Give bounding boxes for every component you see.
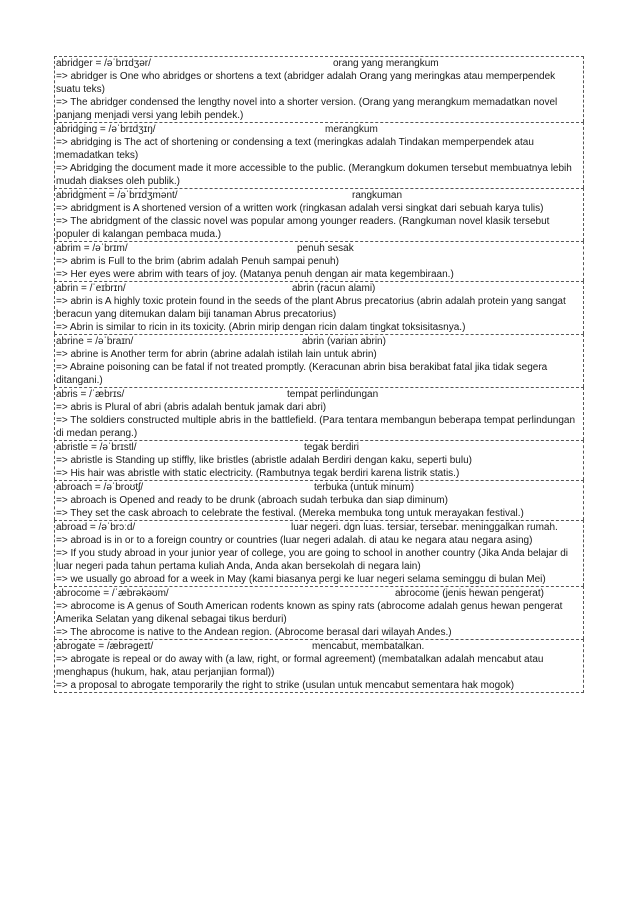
- definition-line: => abroach is Opened and ready to be drunk (abroach sudah terbuka dan siap diminum): [56, 495, 448, 506]
- example-line: => Abridging the document made it more accessible to the public. (Merangkum dokumen tersebut membuatnya lebih mudah diakses oleh publik.): [56, 163, 572, 187]
- dictionary-entry: [54, 334, 584, 387]
- meaning: terbuka (untuk minum): [314, 482, 415, 493]
- headword: abrim = /əˈbrɪm/: [56, 243, 128, 254]
- entry-header: [55, 242, 583, 255]
- definition-line: => abrogate is repeal or do away with (a law, right, or formal agreement) (membatalkan adalah mencabut atau menghapus (hukum, hak, atau perjanjian formal)): [56, 654, 544, 678]
- definition-line: => abridgment is A shortened version of a written work (ringkasan adalah versi singkat dari sebuah karya tulis): [56, 203, 544, 214]
- meaning: orang yang merangkum: [333, 58, 439, 69]
- definition-line: => abroad is in or to a foreign country or countries (luar negeri adalah. di atau ke negara atau negara asing): [56, 535, 533, 546]
- meaning: luar negeri. dgn luas. tersiar, tersebar. meninggalkan rumah.: [291, 522, 558, 533]
- definition-line: => abristle is Standing up stiffly, like bristles (abristle adalah Berdiri dengan kaku, seperti bulu): [56, 455, 472, 466]
- meaning: rangkuman: [352, 190, 403, 201]
- headword: abrin = /ˈeɪbrɪn/: [56, 283, 126, 294]
- dictionary-entry: [54, 122, 584, 188]
- meaning: tegak berdiri: [304, 442, 360, 453]
- dictionary-entry: [54, 440, 584, 480]
- entry-header: [55, 521, 583, 534]
- example-line: => If you study abroad in your junior year of college, you are going to school in another country (Jika Anda belajar di luar negeri pada tahun pertama kuliah Anda, Anda akan bersekolah di negara lain): [56, 548, 568, 572]
- example-line: => Abrin is similar to ricin in its toxicity. (Abrin mirip dengan ricin dalam tingkat toksisitasnya.): [56, 322, 466, 333]
- meaning: abrocome (jenis hewan pengerat): [395, 588, 544, 599]
- example-line: => The abridgment of the classic novel was popular among younger readers. (Rangkuman novel klasik tersebut populer di kalangan pembaca muda.): [56, 216, 550, 240]
- meaning: mencabut, membatalkan.: [312, 641, 425, 652]
- definition-line: => abrocome is A genus of South American rodents known as spiny rats (abrocome adalah genus hewan pengerat Amerika Selatan yang dikenal sebagai tikus berduri): [56, 601, 563, 625]
- definition-line: => abrine is Another term for abrin (abrine adalah istilah lain untuk abrin): [56, 349, 377, 360]
- headword: abrocome = /ˈæbrəkəʊm/: [56, 588, 169, 599]
- definition-line: => abridger is One who abridges or shortens a text (abridger adalah Orang yang meringkas atau memperpendek suatu teks): [56, 71, 556, 95]
- example-line: => His hair was abristle with static electricity. (Rambutnya tegak berdiri karena listrik statis.): [56, 468, 460, 479]
- dictionary-page: [54, 56, 584, 693]
- entry-header: [55, 335, 583, 348]
- entry-header: [55, 123, 583, 136]
- dictionary-entry: [54, 188, 584, 241]
- example-line: => The abrocome is native to the Andean region. (Abrocome berasal dari wilayah Andes.): [56, 627, 452, 638]
- example-line: => They set the cask abroach to celebrate the festival. (Mereka membuka tong untuk merayakan festival.): [56, 508, 524, 519]
- example-line: => Abraine poisoning can be fatal if not treated promptly. (Keracunan abrin bisa berakibat fatal jika tidak segera ditangani.): [56, 362, 548, 386]
- dictionary-entry: [54, 586, 584, 639]
- entry-header: [55, 481, 583, 494]
- meaning: abrin (varian abrin): [302, 336, 386, 347]
- entry-header: [55, 587, 583, 600]
- meaning: merangkum: [325, 124, 378, 135]
- example-line: => Her eyes were abrim with tears of joy. (Matanya penuh dengan air mata kegembiraan.): [56, 269, 454, 280]
- entry-header: [55, 189, 583, 202]
- meaning: penuh sesak: [297, 243, 354, 254]
- headword: abristle = /əˈbrɪstl/: [56, 442, 137, 453]
- example-line: => The abridger condensed the lengthy novel into a shorter version. (Orang yang merangkum memadatkan novel panjang menjadi versi yang lebih pendek.): [56, 97, 558, 121]
- dictionary-entry: [54, 480, 584, 520]
- meaning: abrin (racun alami): [292, 283, 376, 294]
- dictionary-entry: [54, 241, 584, 281]
- dictionary-entry: [54, 56, 584, 122]
- meaning: tempat perlindungan: [287, 389, 379, 400]
- entry-header: [55, 57, 583, 70]
- dictionary-entry: [54, 639, 584, 693]
- headword: abroach = /əˈbroʊtʃ/: [56, 482, 144, 493]
- entry-header: [55, 640, 583, 653]
- headword: abridger = /əˈbrɪdʒər/: [56, 58, 151, 69]
- headword: abrogate = /æbrəgeɪt/: [56, 641, 154, 652]
- entry-header: [55, 388, 583, 401]
- headword: abris = /ˈæbrɪs/: [56, 389, 125, 400]
- definition-line: => abrim is Full to the brim (abrim adalah Penuh sampai penuh): [56, 256, 339, 267]
- example-line: => we usually go abroad for a week in May (kami biasanya pergi ke luar negeri selama seminggu di bulan Mei): [56, 574, 546, 585]
- headword: abridgment = /əˈbrɪdʒmənt/: [56, 190, 178, 201]
- dictionary-entry: [54, 520, 584, 586]
- dictionary-entry: [54, 281, 584, 334]
- example-line: => a proposal to abrogate temporarily the right to strike (usulan untuk mencabut sementara hak mogok): [56, 680, 515, 691]
- definition-line: => abris is Plural of abri (abris adalah bentuk jamak dari abri): [56, 402, 327, 413]
- example-line: => The soldiers constructed multiple abris in the battlefield. (Para tentara membangun beberapa tempat perlindungan di medan perang.): [56, 415, 576, 439]
- headword: abridging = /əˈbrɪdʒɪŋ/: [56, 124, 156, 135]
- entry-header: [55, 441, 583, 454]
- headword: abroad = /əˈbrɔːd/: [56, 522, 136, 533]
- dictionary-entry: [54, 387, 584, 440]
- headword: abrine = /əˈbraɪn/: [56, 336, 134, 347]
- definition-line: => abridging is The act of shortening or condensing a text (meringkas adalah Tindakan memperpendek atau memadatkan teks): [56, 137, 534, 161]
- entry-header: [55, 282, 583, 295]
- definition-line: => abrin is A highly toxic protein found in the seeds of the plant Abrus precatorius (abrin adalah protein yang sangat beracun yang ditemukan dalam biji tanaman Abrus precatorius): [56, 296, 566, 320]
